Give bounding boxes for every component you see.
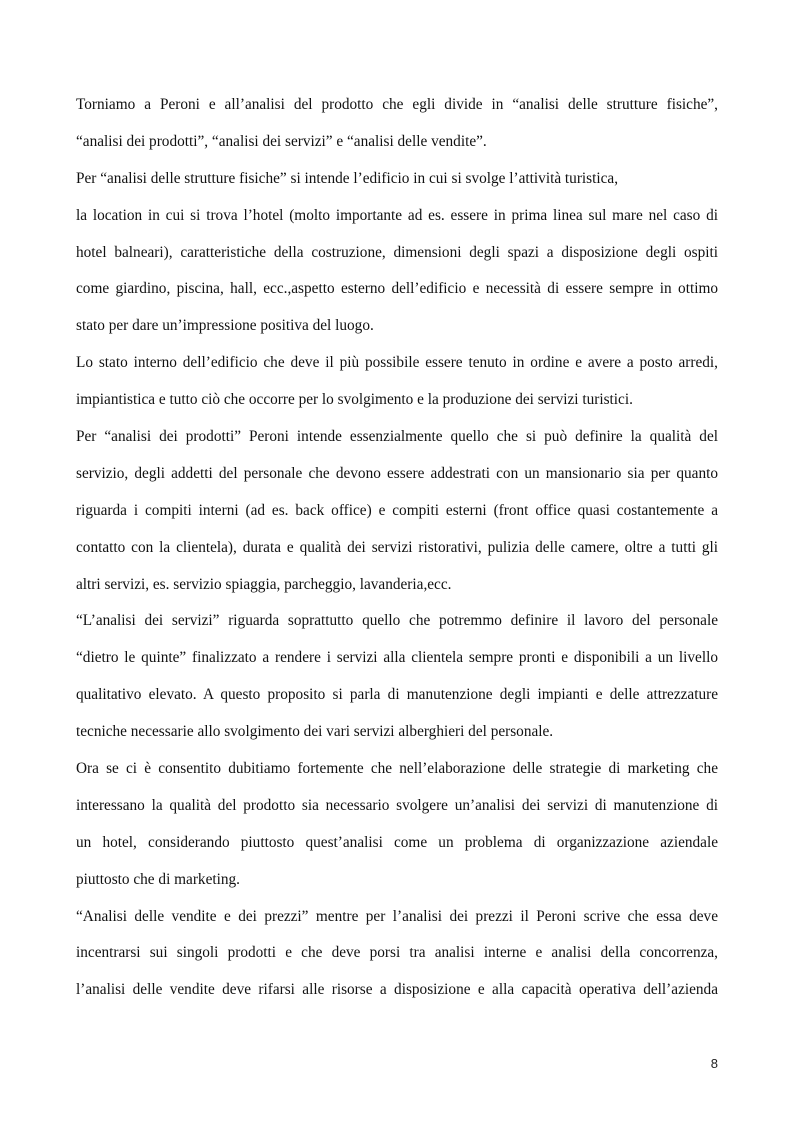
text-line: hotel balneari), caratteristiche della costruzione, dimensioni degli spazi a disposizione degli ospiti	[76, 243, 718, 261]
text-line: piuttosto che di marketing.	[76, 870, 240, 888]
body-text	[76, 90, 718, 1012]
text-line: “analisi dei prodotti”, “analisi dei servizi” e “analisi delle vendite”.	[76, 132, 487, 150]
text-line: qualitativo elevato. A questo proposito si parla di manutenzione degli impianti e delle attrezzature	[76, 686, 718, 704]
page-number: 8	[710, 1056, 718, 1071]
text-line: Ora se ci è consentito dubitiamo fortemente che nell’elaborazione delle strategie di marketing che	[76, 760, 718, 778]
text-line: contatto con la clientela), durata e qualità dei servizi ristorativi, pulizia delle camere, oltre a tutti gli	[76, 538, 718, 556]
text-line: incentrarsi sui singoli prodotti e che deve porsi tra analisi interne e analisi della concorrenza,	[76, 944, 718, 962]
text-line: Per “analisi delle strutture fisiche” si intende l’edificio in cui si svolge l’attività turistica,	[76, 169, 619, 187]
text-line: servizio, degli addetti del personale che devono essere addestrati con un mansionario sia per quanto	[76, 464, 718, 482]
text-line: altri servizi, es. servizio spiaggia, parcheggio, lavanderia,ecc.	[76, 575, 452, 593]
text-line: impiantistica e tutto ciò che occorre per lo svolgimento e la produzione dei servizi turistici.	[76, 391, 633, 409]
text-line: “dietro le quinte” finalizzato a rendere i servizi alla clientela sempre pronti e disponibili a un livello	[76, 649, 718, 667]
text-line: Torniamo a Peroni e all’analisi del prodotto che egli divide in “analisi delle strutture fisiche”,	[76, 96, 718, 113]
text-line: stato per dare un’impressione positiva del luogo.	[76, 317, 374, 335]
text-line: Per “analisi dei prodotti” Peroni intende essenzialmente quello che si può definire la qualità del	[76, 428, 718, 446]
text-line: “Analisi delle vendite e dei prezzi” mentre per l’analisi dei prezzi il Peroni scrive che essa deve	[76, 907, 718, 925]
text-line: tecniche necessarie allo svolgimento dei vari servizi alberghieri del personale.	[76, 723, 554, 741]
text-line: l’analisi delle vendite deve rifarsi alle risorse a disposizione e alla capacità operativa dell’azienda	[76, 981, 718, 999]
text-line: la location in cui si trova l’hotel (molto importante ad es. essere in prima linea sul mare nel caso di	[76, 206, 718, 224]
text-line: Lo stato interno dell’edificio che deve il più possibile essere tenuto in ordine e avere a posto arredi,	[76, 354, 718, 372]
text-line: riguarda i compiti interni (ad es. back office) e compiti esterni (front office quasi costantemente a	[76, 501, 718, 519]
text-line: come giardino, piscina, hall, ecc.,aspetto esterno dell’edificio e necessità di essere sempre in ottimo	[76, 280, 718, 298]
text-line: un hotel, considerando piuttosto quest’analisi come un problema di organizzazione aziendale	[76, 833, 718, 851]
text-line: “L’analisi dei servizi” riguarda soprattutto quello che potremmo definire il lavoro del personale	[76, 612, 718, 630]
text-line: interessano la qualità del prodotto sia necessario svolgere un’analisi dei servizi di manutenzione di	[76, 796, 718, 814]
